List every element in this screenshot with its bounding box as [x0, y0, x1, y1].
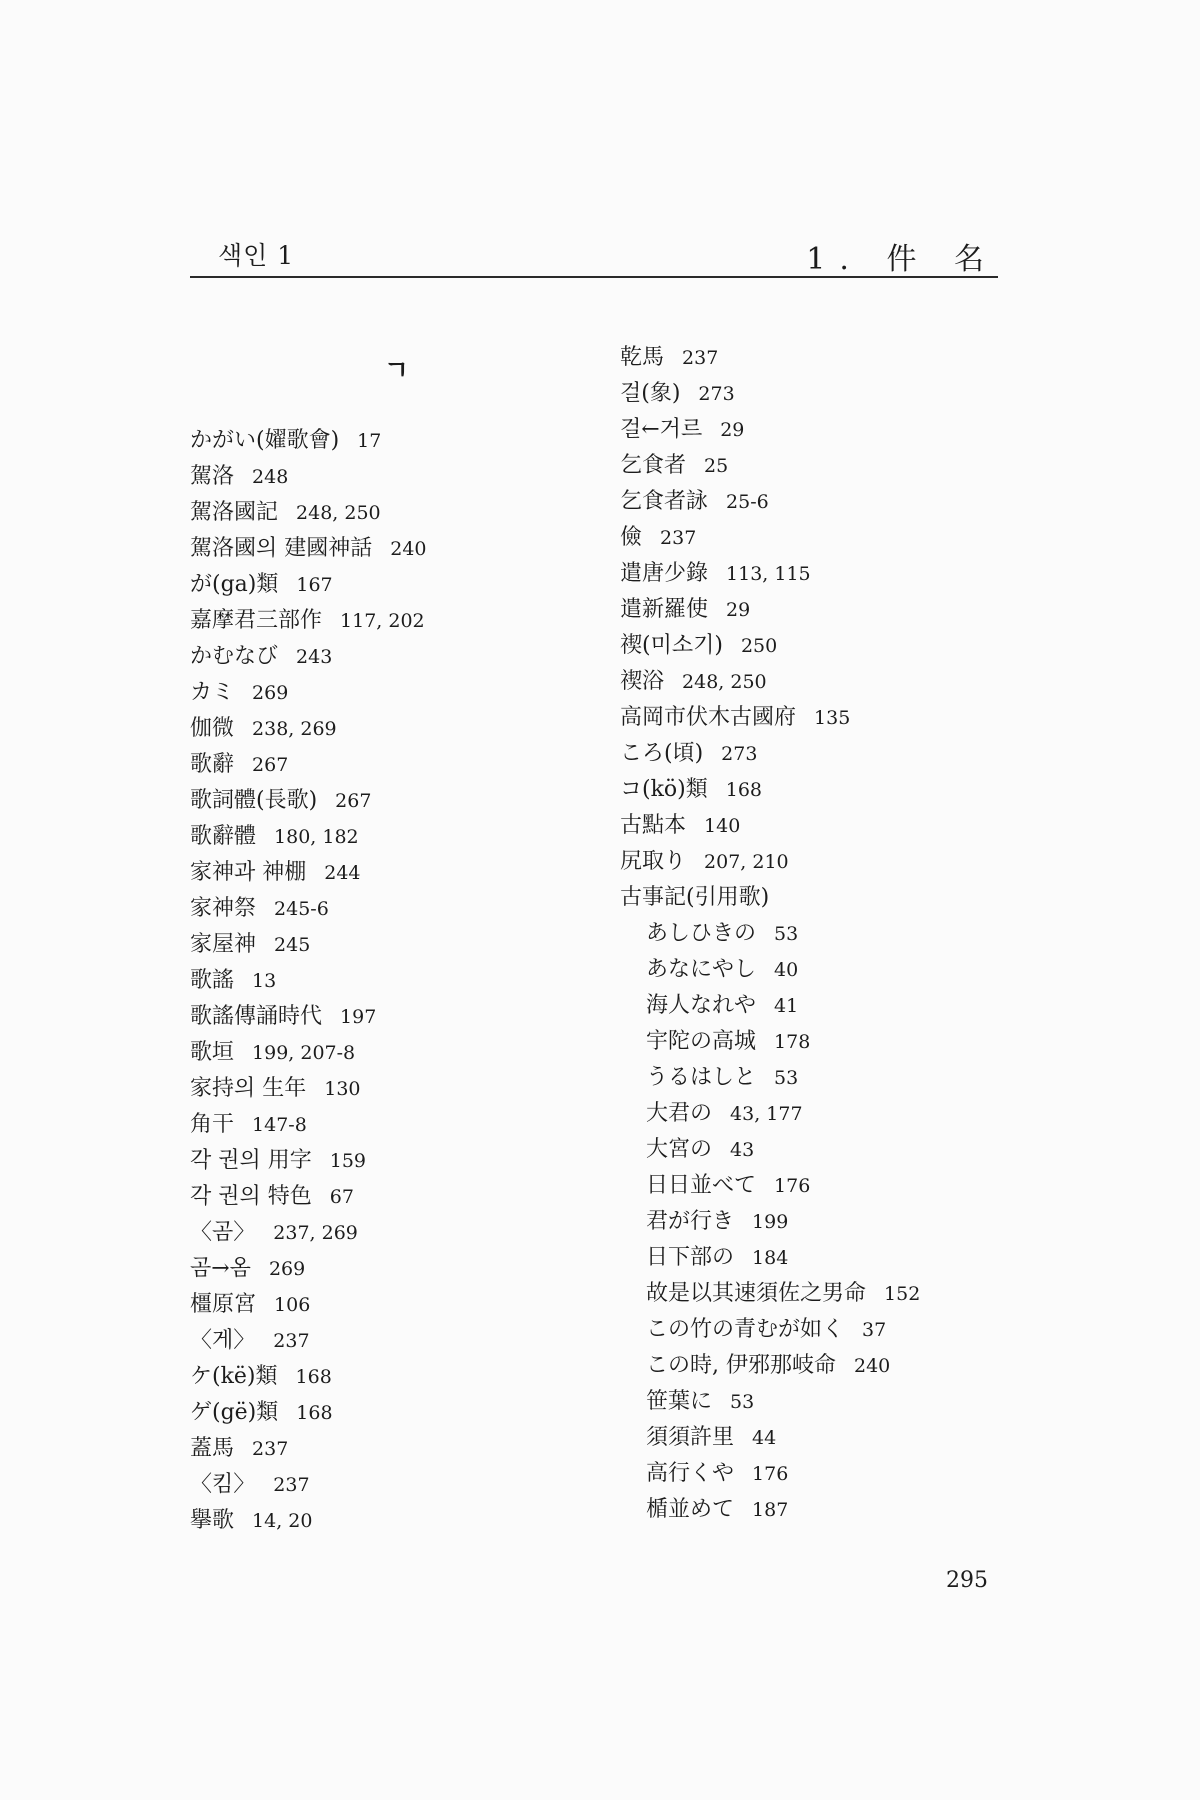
index-term: 海人なれや [646, 993, 757, 1018]
index-term: 楯並めて [646, 1497, 735, 1522]
index-entry [190, 459, 427, 495]
index-page-refs: 152 [884, 1283, 921, 1305]
index-term: 故是以其速須佐之男命 [646, 1281, 867, 1306]
index-term: 伽微 [190, 716, 235, 741]
index-entry [190, 1287, 427, 1323]
index-page-refs: 244 [324, 862, 361, 884]
index-term: かがい(嬥歌會) [190, 428, 340, 453]
index-entry [620, 880, 920, 916]
index-page-refs: 237 [682, 347, 719, 369]
index-entry [190, 999, 427, 1035]
index-entry [620, 1348, 920, 1384]
index-entry [620, 772, 920, 808]
index-term: 日下部の [646, 1245, 735, 1270]
index-page-refs: 53 [774, 1067, 799, 1089]
index-page-refs: 168 [295, 1366, 332, 1388]
index-entry [620, 1204, 920, 1240]
index-term: ケ(kë)類 [190, 1364, 278, 1389]
index-term: 禊浴 [620, 669, 665, 694]
index-page-refs: 245-6 [274, 898, 329, 920]
index-entry [190, 1035, 427, 1071]
index-entry [620, 628, 920, 664]
index-page-refs: 168 [725, 779, 763, 801]
index-entry [620, 952, 920, 988]
index-column-left [190, 423, 427, 1539]
index-entry [190, 747, 427, 783]
index-page-refs: 37 [862, 1319, 887, 1341]
index-page-refs: 243 [296, 646, 333, 668]
index-term: 高行くや [646, 1461, 735, 1486]
index-entry [190, 783, 427, 819]
index-page-refs: 197 [340, 1006, 377, 1028]
index-entry [190, 603, 427, 639]
index-page-refs: 248, 250 [296, 502, 381, 524]
index-term: 駕洛 [190, 464, 235, 489]
index-page-refs: 180, 182 [274, 826, 359, 848]
index-entry [190, 1107, 427, 1143]
index-term: 嘉摩君三部作 [190, 608, 323, 633]
index-page-refs: 176 [752, 1463, 789, 1485]
index-term: 駕洛國記 [190, 500, 279, 525]
index-term: あなにやし [646, 957, 757, 982]
index-term: 遣唐少錄 [620, 561, 709, 586]
index-page-refs: 187 [752, 1499, 789, 1521]
index-term: 〈킴〉 [190, 1472, 256, 1497]
index-page-refs: 29 [726, 599, 751, 621]
index-term: 歌謠 [190, 968, 235, 993]
page-number: 295 [946, 1568, 988, 1593]
index-page-refs: 67 [329, 1186, 354, 1208]
index-page-refs: 135 [814, 707, 851, 729]
index-term: 須須許里 [646, 1425, 735, 1450]
index-entry [620, 736, 920, 772]
index-page-refs: 44 [752, 1427, 777, 1449]
index-page-refs: 199 [752, 1211, 789, 1233]
index-page-refs: 199, 207-8 [252, 1042, 356, 1064]
index-column-right [620, 340, 920, 1528]
index-term: 高岡市伏木古國府 [620, 705, 797, 730]
index-page-refs: 237, 269 [273, 1222, 358, 1244]
index-term: 家神과 神棚 [190, 860, 307, 885]
index-term: 君が行き [646, 1209, 735, 1234]
index-term: 〈게〉 [190, 1328, 256, 1353]
index-page-refs: 25 [704, 455, 729, 477]
index-term: 大君の [646, 1101, 713, 1126]
index-term: 〈곰〉 [190, 1220, 256, 1245]
index-entry [190, 1323, 427, 1359]
index-entry [190, 891, 427, 927]
index-term: 尻取り [620, 849, 687, 874]
index-entry [620, 592, 920, 628]
index-entry [620, 1420, 920, 1456]
index-entry [190, 963, 427, 999]
index-term: ゲ(gë)類 [190, 1400, 279, 1425]
index-term: 乞食者 [620, 453, 687, 478]
index-page-refs: 245 [274, 934, 311, 956]
index-page-refs: 25-6 [726, 491, 769, 513]
index-term: うるはしと [646, 1065, 757, 1090]
index-term: 歌詞體(長歌) [190, 788, 318, 813]
index-page-refs: 117, 202 [340, 610, 425, 632]
index-entry [620, 340, 920, 376]
index-term: 橿原宮 [190, 1292, 257, 1317]
index-term: が(ga)類 [190, 572, 279, 597]
index-page-refs: 14, 20 [252, 1510, 313, 1532]
index-entry [190, 819, 427, 855]
index-term: 家持의 生年 [190, 1076, 307, 1101]
index-page-refs: 40 [774, 959, 799, 981]
index-term: 곰→옴 [190, 1256, 251, 1281]
index-term: 歌辭 [190, 752, 235, 777]
index-entry [620, 1060, 920, 1096]
index-entry [620, 1024, 920, 1060]
index-page-refs: 130 [324, 1078, 361, 1100]
index-page-refs: 176 [774, 1175, 811, 1197]
index-term: 걸(象) [620, 381, 681, 406]
index-page-refs: 167 [296, 574, 333, 596]
index-term: 古點本 [620, 813, 687, 838]
index-entry [620, 1132, 920, 1168]
index-term: 家屋神 [190, 932, 257, 957]
index-page-refs: 147-8 [252, 1114, 307, 1136]
index-page-refs: 207, 210 [704, 851, 789, 873]
index-term: かむなび [190, 644, 279, 669]
section-letter: ㄱ [384, 356, 410, 386]
index-term: 古事記(引用歌) [620, 885, 770, 910]
index-term: 歌謠傳誦時代 [190, 1004, 323, 1029]
index-page-refs: 267 [335, 790, 372, 812]
index-term: 걸←거르 [620, 417, 703, 442]
index-entry [620, 700, 920, 736]
running-header-section-title: 1. 件 名 [806, 242, 998, 277]
index-entry [620, 412, 920, 448]
index-term: 遣新羅使 [620, 597, 709, 622]
index-entry [190, 927, 427, 963]
index-page-refs: 273 [721, 743, 758, 765]
index-entry [190, 1395, 427, 1431]
index-page-refs: 248, 250 [682, 671, 767, 693]
index-page-refs: 269 [268, 1258, 306, 1280]
running-header-index-label: 색인 1 [218, 241, 295, 270]
index-term: 家神祭 [190, 896, 257, 921]
index-page-refs: 13 [252, 970, 277, 992]
index-entry [190, 423, 427, 459]
index-term: 日日並べて [646, 1173, 757, 1198]
index-entry [190, 675, 427, 711]
index-entry [190, 1467, 427, 1503]
index-entry [190, 1071, 427, 1107]
index-page-refs: 29 [720, 419, 745, 441]
index-entry [620, 520, 920, 556]
index-page-refs: 237 [252, 1438, 289, 1460]
index-page-refs: 41 [774, 995, 799, 1017]
index-term: この時, 伊邪那岐命 [646, 1353, 836, 1378]
index-page-refs: 178 [774, 1031, 811, 1053]
index-term: 擧歌 [190, 1508, 235, 1533]
index-page-refs: 113, 115 [726, 563, 811, 585]
index-term: 笹葉に [646, 1389, 713, 1414]
index-entry [190, 855, 427, 891]
index-page-refs: 106 [274, 1294, 311, 1316]
index-entry [620, 556, 920, 592]
index-entry [190, 1431, 427, 1467]
index-term: 大宮の [646, 1137, 713, 1162]
index-entry [620, 484, 920, 520]
index-entry [620, 1168, 920, 1204]
index-entry [620, 1276, 920, 1312]
index-term: 禊(미소기) [620, 633, 723, 658]
header-rule [190, 276, 998, 278]
index-entry [620, 1492, 920, 1528]
index-entry [190, 1503, 427, 1539]
index-entry [620, 376, 920, 412]
index-page-refs: 250 [740, 635, 778, 657]
index-term: ころ(頃) [620, 741, 704, 766]
index-entry [190, 1179, 427, 1215]
index-term: 각 권의 用字 [190, 1148, 312, 1173]
index-page-refs: 43 [730, 1139, 755, 1161]
index-term: コ(kö)類 [620, 777, 708, 802]
index-entry [190, 1359, 427, 1395]
index-entry [620, 808, 920, 844]
index-page-refs: 140 [704, 815, 741, 837]
index-term: 각 권의 特色 [190, 1184, 312, 1209]
index-entry [620, 916, 920, 952]
index-term: 歌垣 [190, 1040, 235, 1065]
index-entry [620, 1312, 920, 1348]
index-page-refs: 53 [774, 923, 799, 945]
index-entry [190, 567, 427, 603]
index-page-refs: 237 [660, 527, 697, 549]
index-page-refs: 267 [252, 754, 289, 776]
index-page-refs: 240 [390, 538, 427, 560]
index-page-refs: 238, 269 [252, 718, 337, 740]
index-page-refs: 237 [273, 1474, 310, 1496]
index-entry [190, 531, 427, 567]
index-page-refs: 17 [357, 430, 382, 452]
index-entry [620, 988, 920, 1024]
index-entry [620, 664, 920, 700]
index-entry [620, 1456, 920, 1492]
index-entry [190, 1143, 427, 1179]
index-term: 乾馬 [620, 345, 665, 370]
index-term: 蓋馬 [190, 1436, 235, 1461]
index-term: 角干 [190, 1112, 235, 1137]
index-page-refs: 237 [273, 1330, 310, 1352]
index-page-refs: 168 [296, 1402, 333, 1424]
index-term: 宇陀の高城 [646, 1029, 757, 1054]
index-term: 駕洛國의 建國神話 [190, 536, 373, 561]
index-page-refs: 273 [698, 383, 735, 405]
index-page-refs: 248 [252, 466, 289, 488]
index-term: あしひきの [646, 921, 757, 946]
index-entry [620, 1384, 920, 1420]
index-entry [190, 639, 427, 675]
index-entry [190, 711, 427, 747]
index-term: 歌辭體 [190, 824, 257, 849]
index-page-refs: 159 [329, 1150, 367, 1172]
index-entry [190, 1251, 427, 1287]
index-term: 乞食者詠 [620, 489, 709, 514]
index-term: この竹の青むが如く [646, 1317, 845, 1342]
index-entry [190, 495, 427, 531]
index-entry [620, 1240, 920, 1276]
index-entry [620, 844, 920, 880]
index-page-refs: 269 [252, 682, 289, 704]
index-page-refs: 43, 177 [730, 1103, 803, 1125]
index-page-refs: 53 [730, 1391, 755, 1413]
index-term: カミ [190, 680, 235, 705]
index-page-refs: 240 [854, 1355, 891, 1377]
index-entry [620, 1096, 920, 1132]
index-page-refs: 184 [752, 1247, 789, 1269]
index-entry [190, 1215, 427, 1251]
index-term: 儉 [620, 525, 643, 550]
index-entry [620, 448, 920, 484]
